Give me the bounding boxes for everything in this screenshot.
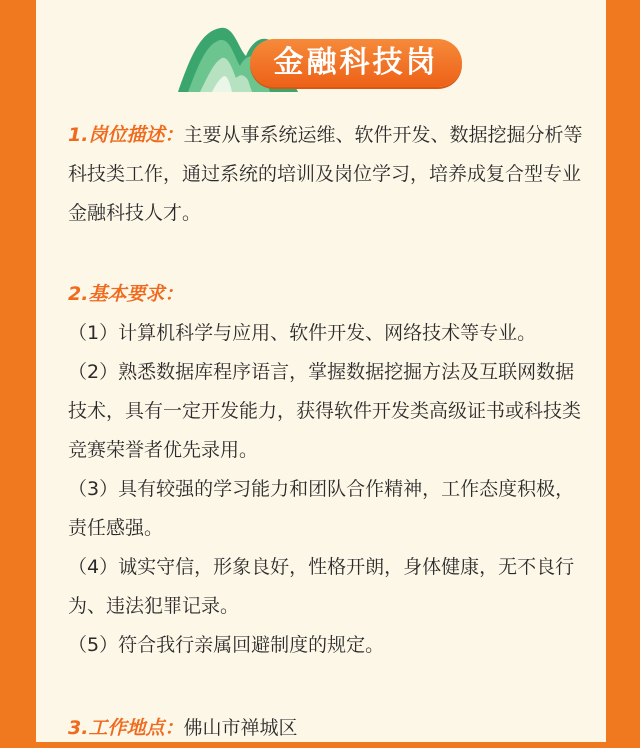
- job-description: [68, 116, 586, 748]
- requirement-item: （3）具有较强的学习能力和团队合作精神，工作态度积极，责任感强。: [68, 478, 575, 539]
- location-text: 佛山市禅城区: [183, 717, 298, 739]
- requirement-item: （1）计算机科学与应用、软件开发、网络技术等专业。: [68, 322, 537, 344]
- section-location: [68, 709, 586, 748]
- requirements-label: 2.基本要求：: [68, 283, 184, 305]
- header: [0, 0, 640, 110]
- section-description: [68, 116, 586, 233]
- location-paragraph: [68, 709, 586, 748]
- page-title: 金融科技岗: [273, 45, 439, 80]
- requirement-item: （2）熟悉数据库程序语言，掌握数据挖掘方法及互联网数据技术，具有一定开发能力，获得软件开发类高级证书或科技类竞赛荣誉者优先录用。: [68, 361, 582, 461]
- section-requirements: [68, 275, 586, 665]
- section-label: 3.工作地点：: [68, 717, 184, 739]
- requirement-item: （4）诚实守信，形象良好，性格开朗，身体健康，无不良行为、违法犯罪记录。: [68, 556, 575, 617]
- description-text: 主要从事系统运维、软件开发、数据挖掘分析等科技类工作，通过系统的培训及岗位学习，培养成复合型专业金融科技人才。: [68, 124, 583, 224]
- description-paragraph: [68, 116, 586, 233]
- section-label: [68, 275, 586, 314]
- requirement-item: （5）符合我行亲属回避制度的规定。: [68, 634, 385, 656]
- section-label: 1.岗位描述：: [68, 124, 184, 146]
